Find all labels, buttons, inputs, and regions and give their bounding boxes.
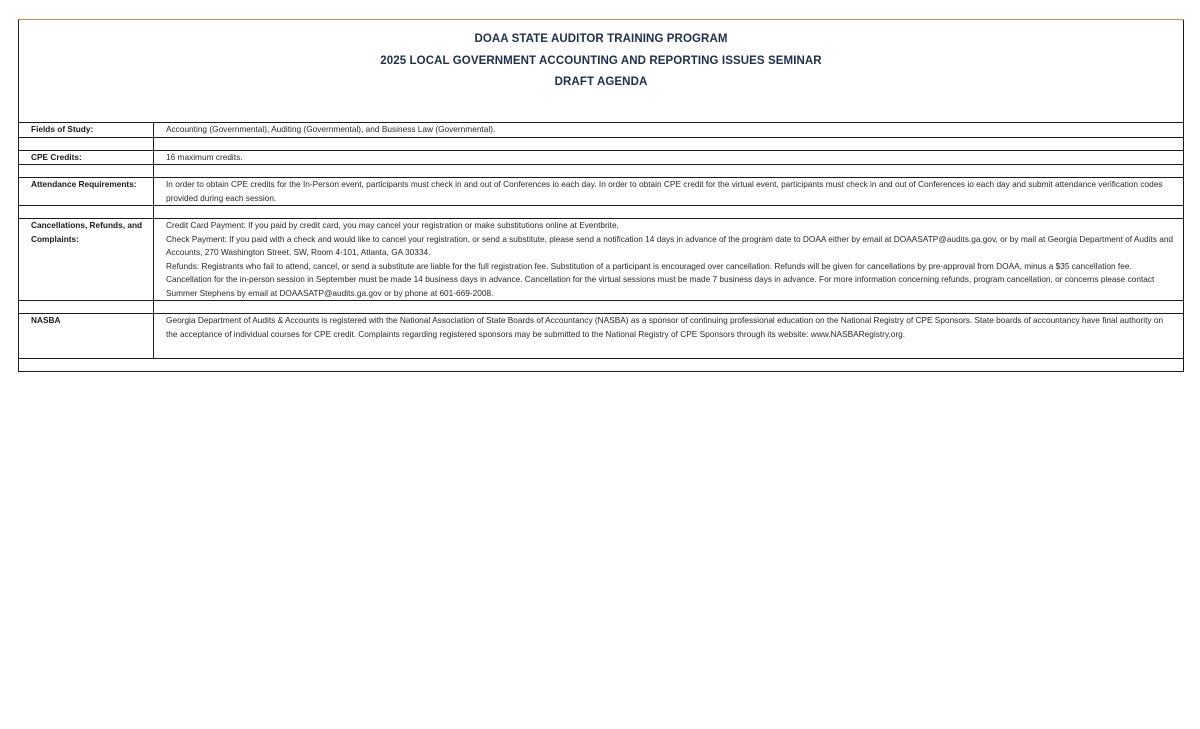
- agenda-sheet: [18, 20, 1184, 372]
- spacer-row: [19, 359, 1183, 372]
- spacer-row: [19, 165, 1183, 178]
- table-row: [19, 178, 1183, 206]
- program-title: DOAA STATE AUDITOR TRAINING PROGRAM: [474, 33, 728, 45]
- cpe-credits-value: 16 maximum credits.: [154, 150, 1184, 165]
- credit-card-payment-text: Credit Card Payment: If you paid by credit card, you may cancel your registration or make substitutions online at Eventbrite.: [166, 220, 619, 230]
- table-row: [19, 219, 1183, 301]
- cancellations-value: [154, 219, 1184, 301]
- spacer-row: [19, 137, 1183, 150]
- agenda-title: DRAFT AGENDA: [554, 76, 648, 88]
- table-row: [19, 150, 1183, 165]
- spacer-row: [19, 206, 1183, 219]
- cpe-credits-label: CPE Credits:: [19, 150, 154, 165]
- attendance-label: Attendance Requirements:: [19, 178, 154, 206]
- info-table: [19, 123, 1183, 371]
- document-header: [19, 20, 1183, 123]
- seminar-title: 2025 LOCAL GOVERNMENT ACCOUNTING AND REPORTING ISSUES SEMINAR: [380, 54, 822, 67]
- fields-of-study-label: Fields of Study:: [19, 123, 154, 137]
- nasba-label: NASBA: [19, 314, 154, 359]
- fields-of-study-value: Accounting (Governmental), Auditing (Governmental), and Business Law (Governmental).: [154, 123, 1184, 137]
- table-row: [19, 123, 1183, 137]
- refunds-text: Refunds: Registrants who fail to attend, cancel, or send a substitute are liable for the full registration fee. Substitution of a participant is encouraged over cancellation. Refunds will be given for cancellations by pre-approval from DOAA, minus a $35 cancellation fee. Cancellation for the in-person session in September must be made 14 business days in advance. Cancellation for the virtual sessions must be made 7 business days in advance. For more information concerning refunds, program cancellation, or concerns please contact Summer Stephens by email at DOAASATP@audits.ga.gov or by phone at 601-669-2008.: [166, 260, 1155, 298]
- check-payment-text: Check Payment: If you paid with a check and would like to cancel your registration, or send a substitute, please send a notification 14 days in advance of the program date to DOAA either by email at DOAASATP@audits.ga.gov, or by mail at Georgia Department of Audits and Accounts, 270 Washington Street, SW, Room 4-101, Atlanta, GA 30334.: [166, 233, 1174, 257]
- cancellations-label: Cancellations, Refunds, and Complaints:: [19, 219, 154, 301]
- table-row: [19, 314, 1183, 359]
- nasba-value: Georgia Department of Audits & Accounts is registered with the National Association of State Boards of Accountancy (NASBA) as a sponsor of continuing professional education on the National Registry of CPE Sponsors. State boards of accountancy have final authority on the acceptance of individual courses for CPE credit. Complaints regarding registered sponsors may be submitted to the National Registry of CPE Sponsors through its website: www.NASBARegistry.org.: [154, 314, 1184, 359]
- spacer-row: [19, 301, 1183, 314]
- attendance-value: In order to obtain CPE credits for the In-Person event, participants must check in and out of Conferences io each day. In order to obtain CPE credit for the virtual event, participants must check in and out of Conferences io each day and submit attendance verification codes provided during each session.: [154, 178, 1184, 206]
